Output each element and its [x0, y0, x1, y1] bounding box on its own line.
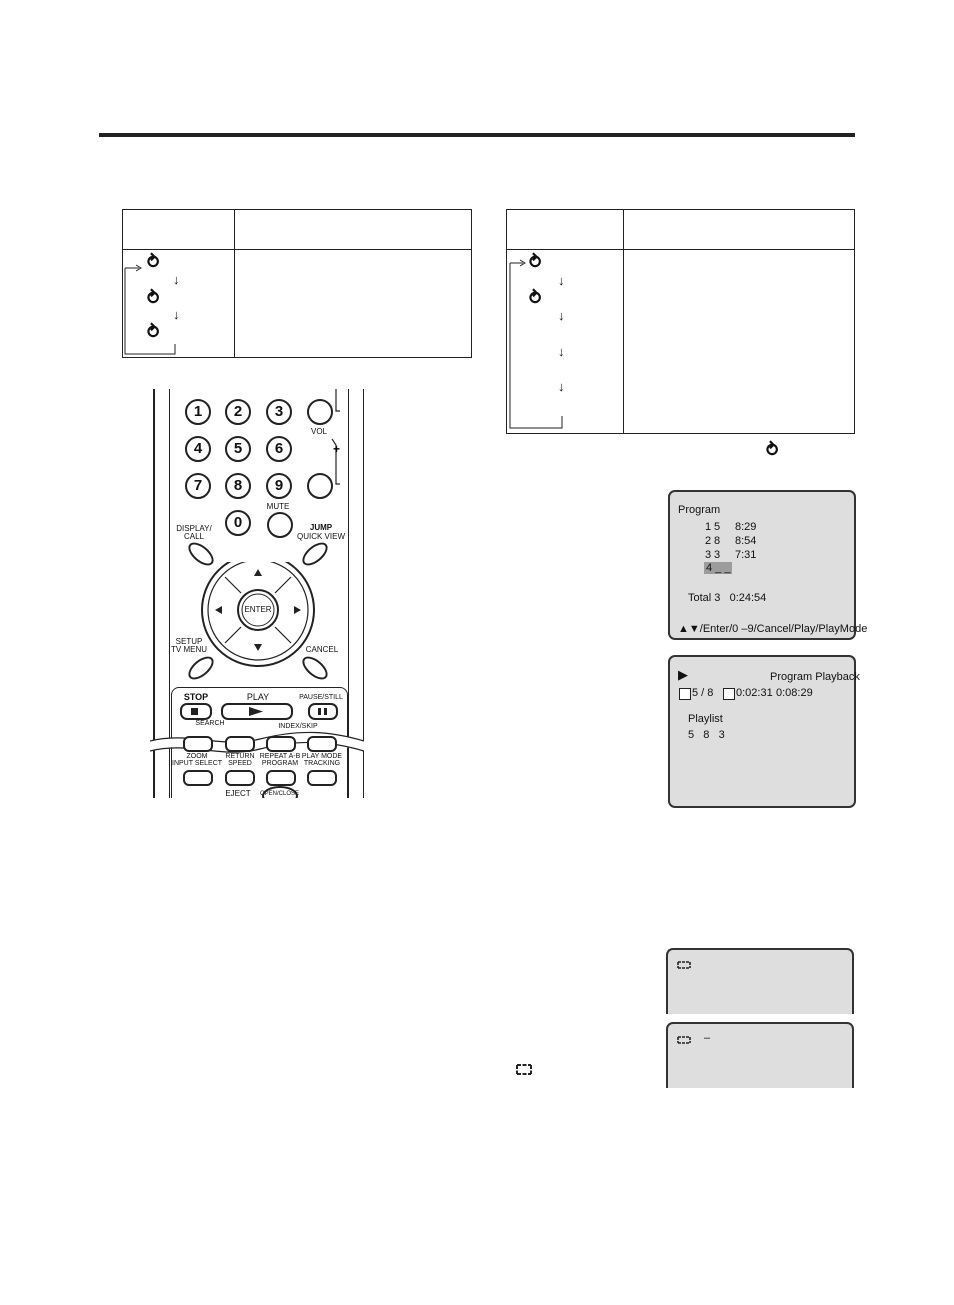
down-arrow-icon: ↓: [173, 272, 180, 287]
play-status-icon: ▶: [678, 667, 688, 682]
open-close-label: OPEN/CLOSE: [260, 791, 300, 797]
pause-still-label: PAUSE/STILL: [299, 694, 343, 701]
total-time: 0:08:29: [776, 687, 813, 699]
repeat-icon: ⥁: [529, 288, 542, 308]
repeat-icon: ⥁: [147, 252, 160, 272]
stop-label: STOP: [183, 692, 209, 702]
play-icon: [249, 707, 263, 716]
repeat-cycle-bracket: [123, 250, 234, 358]
playlist-label: Playlist: [688, 713, 723, 725]
down-arrow-icon: ↓: [173, 307, 180, 322]
program-row-time: 8:54: [735, 535, 757, 547]
number-4-button[interactable]: 4: [185, 436, 211, 462]
quick-view-label: QUICK VIEW: [296, 532, 345, 541]
program-input-field[interactable]: 4 _ _: [706, 562, 731, 574]
program-row-no: 2: [705, 535, 712, 547]
jump-label: JUMP: [309, 523, 333, 532]
return-label: RETURN: [225, 753, 255, 760]
repeat-ab-button[interactable]: [266, 770, 296, 786]
number-3-button[interactable]: 3: [266, 399, 292, 425]
repeat-cycle-bracket: [507, 250, 623, 434]
number-0-button[interactable]: 0: [225, 510, 251, 536]
ab-repeat-icon: [515, 1061, 533, 1077]
repeat-icon: ⥁: [147, 322, 160, 342]
svg-text:+: +: [333, 442, 341, 456]
zoom-button[interactable]: [183, 770, 213, 786]
program-screen: [668, 490, 868, 640]
clock-icon: [723, 688, 735, 700]
stop-button[interactable]: [180, 703, 212, 720]
program-row-track: 3: [714, 549, 721, 561]
play-mode-label: PLAY MODE: [301, 753, 343, 760]
setup-label: SETUP: [175, 637, 203, 646]
search-rev-button[interactable]: [183, 736, 213, 752]
enter-button[interactable]: ENTER: [244, 605, 272, 614]
speed-label: SPEED: [228, 760, 252, 767]
track-info: 5 / 8: [692, 687, 714, 699]
repeat-mode-table-right: [506, 209, 855, 434]
top-rule: [99, 133, 855, 137]
input-select-label: INPUT SELECT: [172, 760, 223, 767]
remote-control: [150, 389, 364, 798]
number-5-button[interactable]: 5: [225, 436, 251, 462]
program-playback-screen: [668, 655, 860, 808]
number-2-button[interactable]: 2: [225, 399, 251, 425]
repeat-mode-table-left: [122, 209, 472, 358]
mute-button[interactable]: [267, 512, 293, 538]
display-label: DISPLAY/: [176, 524, 212, 533]
playback-title: Program Playback: [770, 671, 860, 683]
volume-bracket: [328, 389, 348, 494]
table-header: [507, 210, 854, 250]
tv-menu-label: TV MENU: [171, 645, 207, 654]
table-divider: [623, 210, 624, 433]
play-button[interactable]: [221, 703, 293, 720]
program-total: Total 3 0:24:54: [688, 592, 767, 604]
repeat-ab-label: REPEAT A-B: [259, 753, 301, 760]
playlist-values: 5 8 3: [688, 729, 725, 741]
cancel-label: CANCEL: [305, 645, 339, 654]
return-button[interactable]: [225, 770, 255, 786]
ab-repeat-icon: [677, 959, 691, 970]
ab-repeat-screen-2: [666, 1022, 854, 1088]
ab-repeat-icon: [677, 1034, 691, 1045]
down-arrow-icon: ↓: [558, 344, 565, 359]
play-mode-button[interactable]: [307, 770, 337, 786]
call-label: CALL: [183, 532, 204, 541]
program-label: PROGRAM: [261, 760, 299, 767]
number-1-button[interactable]: 1: [185, 399, 211, 425]
repeat-icon: ⥁: [766, 440, 779, 460]
search-label: SEARCH: [195, 720, 225, 727]
skip-rev-button[interactable]: [266, 736, 296, 752]
ab-repeat-screen-1: [666, 948, 854, 1014]
program-row-time: 7:31: [735, 549, 757, 561]
program-row-no: 1: [705, 521, 712, 533]
program-help-text: ▲▼/Enter/0 –9/Cancel/Play/PlayMode: [678, 623, 868, 635]
navigation-ring: [197, 562, 319, 684]
table-header: [123, 210, 471, 250]
vol-label: VOL: [310, 427, 327, 436]
track-icon: [679, 688, 691, 700]
stop-icon: [191, 708, 198, 715]
ab-screen-text: –: [704, 1032, 711, 1044]
play-label: PLAY: [246, 692, 270, 702]
program-row-track: 5: [714, 521, 721, 533]
repeat-icon: ⥁: [147, 288, 160, 308]
number-7-button[interactable]: 7: [185, 473, 211, 499]
tracking-label: TRACKING: [303, 760, 341, 767]
elapsed-time: 0:02:31: [736, 687, 773, 699]
mute-label: MUTE: [266, 502, 290, 511]
down-arrow-icon: ↓: [558, 273, 565, 288]
number-8-button[interactable]: 8: [225, 473, 251, 499]
zoom-label: ZOOM: [186, 753, 208, 760]
repeat-icon: ⥁: [529, 252, 542, 272]
index-skip-label: INDEX/SKIP: [278, 723, 318, 730]
number-6-button[interactable]: 6: [266, 436, 292, 462]
eject-label: EJECT: [225, 789, 251, 798]
program-row-track: 8: [714, 535, 721, 547]
program-title: Program: [678, 504, 721, 516]
skip-fwd-button[interactable]: [307, 736, 337, 752]
down-arrow-icon: ↓: [558, 308, 565, 323]
number-9-button[interactable]: 9: [266, 473, 292, 499]
search-fwd-button[interactable]: [225, 736, 255, 752]
program-row-time: 8:29: [735, 521, 757, 533]
down-arrow-icon: ↓: [558, 379, 565, 394]
table-divider: [234, 210, 235, 357]
program-row-no: 3: [705, 549, 712, 561]
pause-still-button[interactable]: [308, 703, 338, 720]
